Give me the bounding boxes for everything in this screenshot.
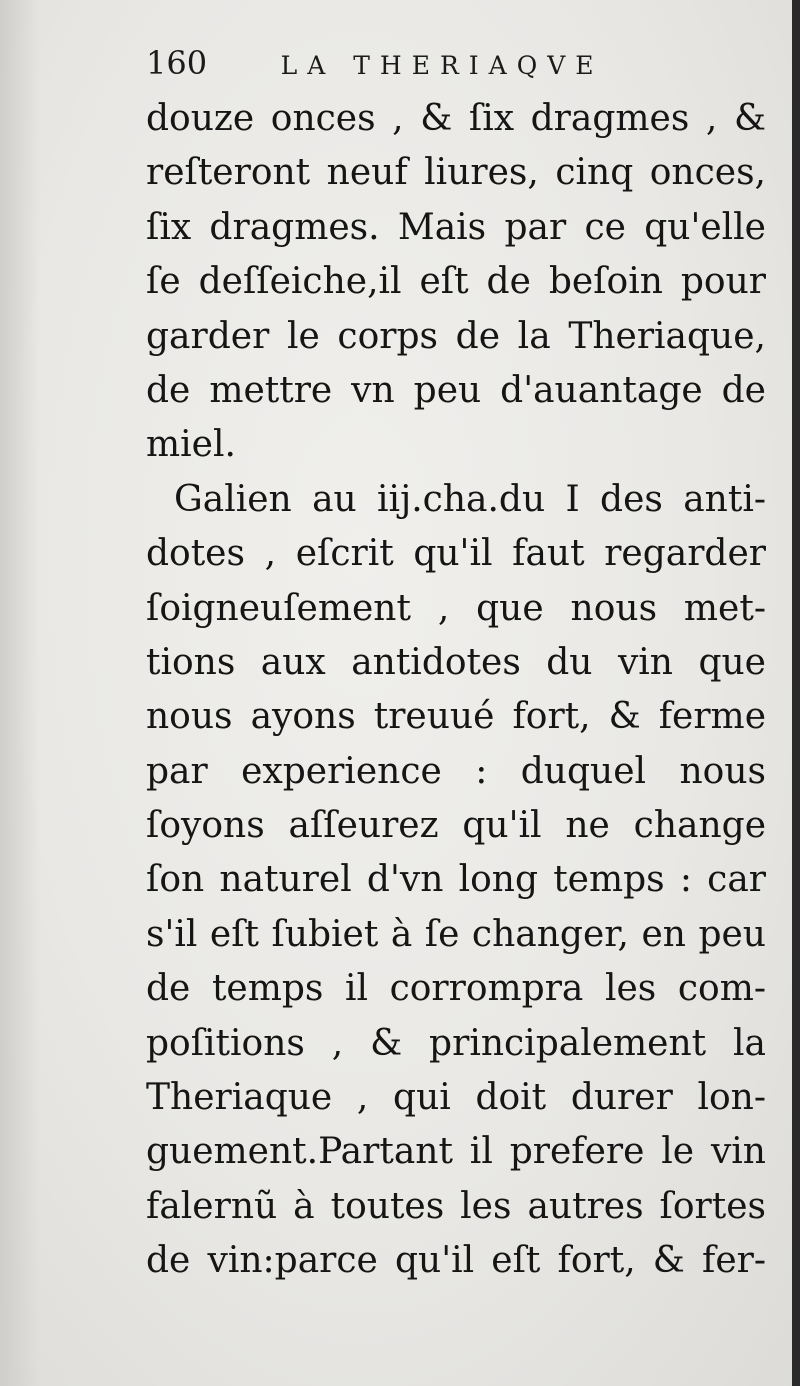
text-line: ſoigneuſement , que nous met- [146,587,766,629]
page-number: 160 [146,44,208,82]
text-line: ſon naturel d'vn long temps : car [146,859,766,901]
text-line: ſoyons aſſeurez qu'il ne change [146,805,766,847]
text-line: de vin:parce qu'il eſt fort, & fer- [146,1240,766,1282]
page-header [146,44,766,88]
text-line: de temps il corrompra les com- [146,968,766,1010]
text-line: garder le corps de la Theriaque, [146,315,766,357]
gutter-shadow [0,0,40,1386]
text-line: ſe deſſeiche,il eſt de beſoin pour [146,261,766,303]
text-line: douze onces , & ſix dragmes , & [146,98,766,139]
body-text [146,92,766,1289]
text-line: dotes , eſcrit qu'il faut regarder [146,533,766,575]
text-line: de mettre vn peu d'auantage de [146,369,766,411]
text-line: par experience : duquel nous [146,750,766,792]
page-edge [792,0,800,1386]
text-line: Theriaque , qui doit durer lon- [146,1077,766,1119]
text-line: nous ayons treuué fort, & ferme [146,696,766,738]
paragraph-start-line: Galien au iij.cha.du I des anti- [174,478,766,520]
text-line: miel. [146,424,236,466]
text-line: poſitions , & principalement la [146,1022,766,1064]
text-line: ſix dragmes. Mais par ce qu'elle [146,206,766,248]
text-line: falernũ à toutes les autres ſortes [146,1185,766,1227]
running-title: LA THERIAQVE [280,51,604,80]
text-line: s'il eſt ſubiet à ſe changer, en peu [146,913,766,955]
text-line: guement.Partant il prefere le vin [146,1131,766,1173]
text-line: tions aux antidotes du vin que [146,641,766,683]
text-line: reſteront neuf liures, cinq onces, [146,152,766,194]
